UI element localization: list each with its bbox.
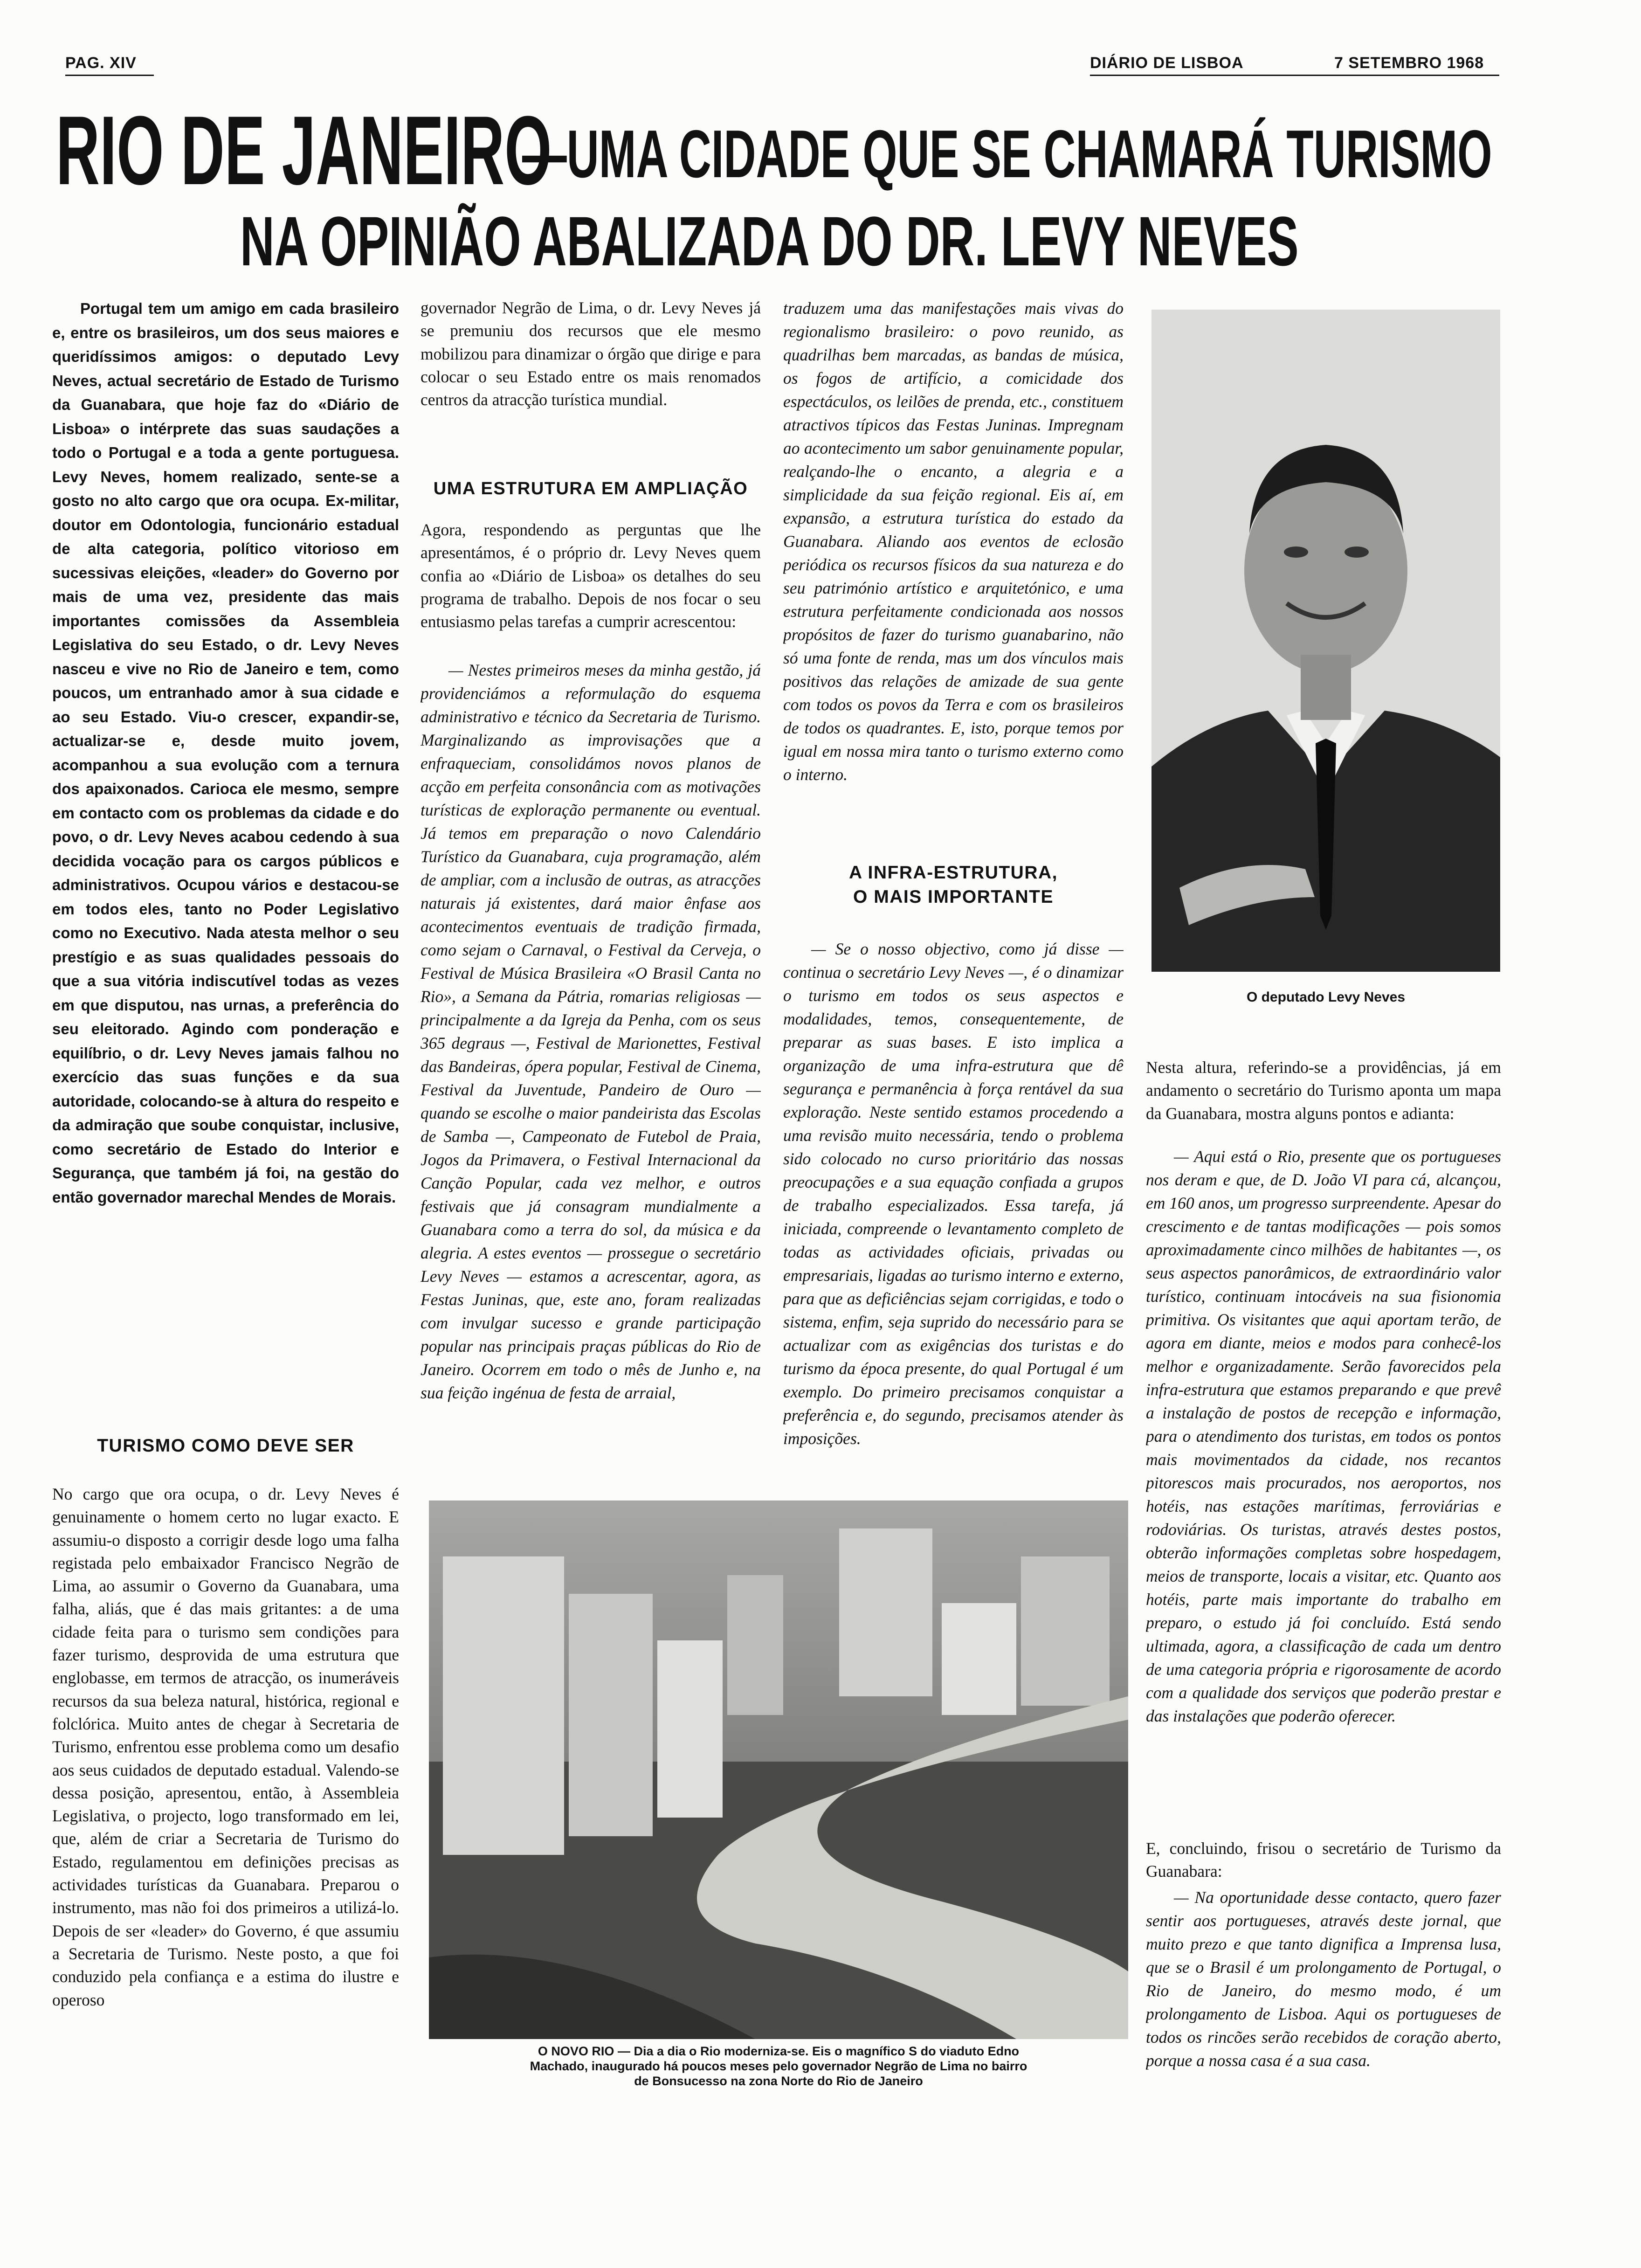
- intro-text: Portugal tem um amigo em cada brasileiro e, entre os brasileiros, um dos seus maiores e queridíssimos amigos: o deputado Levy Neves, actual secretário de Estado de Turismo da Guanabara, que hoje faz do «Diário de Lisboa» o intérprete das suas saudações a todo o Portugal e a toda a gente portuguesa. Levy Neves, homem realizado, sente-se a gosto no alto cargo que ora ocupa. Ex-militar, doutor em Odontologia, funcionário estadual de alta categoria, político vitorioso em sucessivas eleições, «leader» do Governo por mais de uma vez, presidente das mais importantes comissões da Assembleia Legislativa do seu Estado, o dr. Levy Neves nasceu e vive no Rio de Janeiro e tem, como poucos, um entranhado amor à sua cidade e ao seu Estado. Viu-o crescer, expandir-se, actualizar-se e, desde muito jovem, acompanhou a sua evolução com a ternura dos apaixonados. Carioca ele mesmo, sempre em contacto com os problemas da cidade e do povo, o dr. Levy Neves acabou cedendo à sua decidida vocação para os cargos públicos e administrativos. Ocupou vários e destacou-se em todos eles, tanto no Poder Legislativo como no Executivo. Nada atesta melhor o seu prestígio e as suas qualidades pessoais do que a sua vitória indiscutível todas as vezes em que disputou, nas urnas, a preferência do seu eleitorado. Agindo com ponderação e equilíbrio, o dr. Levy Neves jamais falhou no exercício das suas funções e da sua autoridade, colocando-se à altura do respeito e da admiração que soube conquistar, inclusive, como secretário de Estado do Interior e Segurança, que também já foi, na gestão do então governador marechal Mendes de Morais.: [52, 300, 399, 1206]
- section3-column: [783, 937, 1124, 1487]
- portrait-illustration: [1151, 310, 1500, 972]
- city-photo: [429, 1500, 1128, 2039]
- section2-quote-text: — Nestes primeiros meses da minha gestão, já providenciámos a reformulação do esquema administrativo e técnico da Secretaria de Turismo. Marginalizando as improvisações que a enfraqueciam, consolidámos novos planos de acção em perfeita consonância com as motivações turísticas de exploração permanente ou eventual. Já temos em preparação o novo Calendário Turístico da Guanabara, cuja programação, além de ampliar, com a inclusão de outras, as atracções naturais já existentes, dará maior ênfase aos acontecimentos eventuais de tradição firmada, como sejam o Carnaval, o Festival da Cerveja, o Festival de Música Brasileira «O Brasil Canta no Rio», a Semana da Pátria, romarias religiosas — principalmente a da Igreja da Penha, com os seus 365 degraus —, Festival de Marionettes, Festival das Bandeiras, ópera popular, Festival de Cinema, Festival da Juventude, Pandeiro de Ouro — quando se escolhe o maior pandeirista das Escolas de Samba —, Campeonato de Futebol de Praia, Jogos da Primavera, o Festival Internacional da Canção Popular, cada vez melhor, e outros festivais que já consagram mundialmente a Guanabara como a terra do sol, da música e da alegria. A estes eventos — prossegue o secretário Levy Neves — estamos a acrescentar, agora, as Festas Juninas, que, este ano, foram realizadas com invulgar sucesso e grande participação popular nas principais praças públicas do Rio de Janeiro. Ocorrem em todo o mês de Junho e, na sua feição ingénua de festa de arraial,: [421, 661, 761, 1402]
- section-title-infra-1: A INFRA-ESTRUTURA,: [848, 863, 1058, 883]
- intro-column: [52, 297, 399, 1395]
- section1-column: [52, 1483, 399, 2108]
- section2-intro-text: Agora, respondendo as perguntas que lhe apresentámos, é o próprio dr. Levy Neves quem confia ao «Diário de Lisboa» os detalhes do seu programa de trabalho. Depois de nos focar o seu entusiasmo pelas tarefas a cumprir acrescentou:: [421, 520, 761, 631]
- portrait-photo: [1151, 310, 1500, 972]
- headline-line2: NA OPINIÃO ABALIZADA DO DR. LEVY NEVES: [240, 202, 1299, 280]
- photo-caption-line3: de Bonsucesso na zona Norte do Rio de Janeiro: [634, 2074, 923, 2088]
- col3-top-column: [783, 297, 1124, 823]
- header-rule-right: [1090, 75, 1499, 76]
- portrait-caption: O deputado Levy Neves: [1246, 989, 1406, 1005]
- col4-conclusion-text: E, concluindo, frisou o secretário de Turismo da Guanabara:: [1146, 1839, 1501, 1881]
- header-rule-left: [65, 75, 154, 76]
- city-illustration: [429, 1500, 1128, 2039]
- section-title-infra-2: O MAIS IMPORTANTE: [853, 887, 1054, 907]
- col4-quote-column: [1146, 1145, 1501, 1835]
- section2-quote-column: [421, 658, 761, 1488]
- col4-conclusion-column: [1146, 1837, 1501, 1884]
- photo-caption-line1: O NOVO RIO — Dia a dia o Rio moderniza-se. Eis o magnífico S do viaduto Edno: [538, 2044, 1020, 2058]
- section1-text: No cargo que ora ocupa, o dr. Levy Neves é genuinamente o homem certo no lugar exacto. E assumiu-o disposto a corrigir desde logo uma falha registada pelo embaixador Francisco Negrão de Lima, ao assumir o Governo da Guanabara, uma falha, aliás, que é das mais gritantes: a de uma cidade feita para o turismo sem condições para fazer turismo, desprovida de uma estrutura que englobasse, em termos de atracção, os inumeráveis recursos da sua beleza natural, histórica, regional e folclórica. Muito antes de chegar à Secretaria de Turismo, enfrentou esse problema como um desafio aos seus cuidados de deputado estadual. Valendo-se dessa posição, apresentou, então, à Assembleia Legislativa, o projecto, logo transformado em lei, que, além de criar a Secretaria de Turismo do Estado, regulamentou em definições precisas as actividades turísticas da Guanabara. Preparou o instrumento, mas não foi dos primeiros a utilizá-lo. Depois de ser «leader» do Governo, é que assumiu a Secretaria de Turismo. Neste posto, a que foi conduzido pela confiança e a estima do ilustre e operoso: [52, 1485, 399, 2009]
- col4-final-quote-text: — Na oportunidade desse contacto, quero fazer sentir aos portugueses, através deste jornal, que muito prezo e que tanto dignifica a Imprensa lusa, que se o Brasil é um prolongamento de Portugal, o Rio de Janeiro, do mesmo modo, é um prolongamento de Lisboa. Aqui os portugueses de todos os rincões serão recebidos de coração aberto, porque a nossa casa é a sua casa.: [1146, 1888, 1501, 2070]
- col2-top-text: governador Negrão de Lima, o dr. Levy Neves já se premuniu dos recursos que ele mesmo mobilizou para dinamizar o órgão que dirige e para colocar o seu Estado entre os mais renomados centros da atracção turística mundial.: [421, 298, 761, 409]
- section3-text: — Se o nosso objectivo, como já disse — continua o secretário Levy Neves —, é o dinamizar o turismo em todos os seus aspectos e modalidades, temos, consequentemente, de preparar as suas bases. E isto implica a organização de uma infra-estrutura que dê segurança e permanência à força rentável da sua exploração. Neste sentido estamos procedendo a uma revisão muito necessária, tendo o problema sido colocado no curso prioritário das nossas preocupações e a sua equação confiada a grupos de trabalho especializados. Essa tarefa, já iniciada, compreende o levantamento completo de todas as actividades oficiais, privadas ou empresariais, ligadas ao turismo interno e externo, para que as deficiências sejam corrigidas, e todo o sistema, enfim, seja suprido do necessário para se actualizar com as exigências dos turistas e do turismo da época presente, do qual Portugal é um exemplo. Do primeiro precisamos conquistar a preferência e, do segundo, precisamos atender às imposições.: [783, 940, 1124, 1448]
- headline-line1: [56, 96, 1492, 205]
- photo-caption-line2: Machado, inaugurado há poucos meses pelo governador Negrão de Lima no bairro: [530, 2059, 1027, 2073]
- section-title-estrutura: UMA ESTRUTURA EM AMPLIAÇÃO: [433, 479, 748, 498]
- page-number: PAG. XIV: [65, 54, 137, 72]
- col3-top-text: traduzem uma das manifestações mais vivas do regionalismo brasileiro: o povo reunido, as quadrilhas bem marcadas, as bandas de música, os fogos de artifício, a comicidade dos espectáculos, os leilões de prenda, etc., constituem atractivos típicos das Festas Juninas. Impregnam ao acontecimento um sabor genuinamente popular, realçando-lhe o encanto, a alegria e a simplicidade da sua feição regional. Eis aí, em expansão, a estrutura turística do estado da Guanabara. Aliando aos eventos de eclosão periódica os recursos físicos da sua natureza e do seu património artístico e arquitetónico, e uma estrutura perfeitamente condicionada aos nossos propósitos de fazer do turismo guanabarino, não só uma fonte de renda, mas um dos vínculos mais positivos das relações de amizade de sua gente com todos os povos da Terra e com os brasileiros de todos os quadrantes. E, isto, porque temos por igual em nossa mira tanto o turismo externo como o interno.: [783, 299, 1124, 784]
- newspaper-name: DIÁRIO DE LISBOA: [1090, 54, 1244, 72]
- section-title-turismo: TURISMO COMO DEVE SER: [97, 1436, 354, 1456]
- section2-intro-column: [421, 519, 761, 658]
- headline-main: RIO DE JANEIRO: [56, 96, 552, 205]
- headline-rest: —UMA CIDADE QUE SE CHAMARÁ TURISMO: [522, 116, 1492, 192]
- issue-date: 7 SETEMBRO 1968: [1334, 54, 1484, 72]
- col4-intro-text: Nesta altura, referindo-se a providências, já em andamento o secretário do Turismo aponta um mapa da Guanabara, mostra alguns pontos e adianta:: [1146, 1058, 1501, 1123]
- col4-quote-text: — Aqui está o Rio, presente que os portugueses nos deram e que, de D. João VI para cá, alcançou, em 160 anos, um progresso surpreendente. Apesar do crescimento e de tantas modificações — pois somos aproximadamente cinco milhões de habitantes —, os seus aspectos panorâmicos, de extraordinário valor turístico, continuam intocáveis na sua fisionomia primitiva. Os visitantes que aqui aportam terão, de agora em diante, meios e modos para conhecê-los melhor e organizadamente. Serão favorecidos pela infra-estrutura que estamos preparando e que prevê a instalação de postos de recepção e informação, para o atendimento dos turistas, em todos os pontos mais movimentados da cidade, nos recantos pitorescos mais procurados, nos aeroportos, nos hotéis, nas estações marítimas, ferroviárias e rodoviárias. Os turistas, através destes postos, obterão informações completas sobre hospedagem, meios de transporte, locais a visitar, etc. Quanto aos hotéis, parte mais importante do trabalho em preparo, o estudo já foi concluído. Está sendo ultimada, agora, a classificação de cada um dentro de uma categoria própria e rigorosamente de acordo com a qualidade dos serviços que poderão prestar e das instalações que poderão oferecer.: [1146, 1147, 1501, 1725]
- col2-top-column: [421, 297, 761, 460]
- col4-final-quote-column: [1146, 1886, 1501, 2100]
